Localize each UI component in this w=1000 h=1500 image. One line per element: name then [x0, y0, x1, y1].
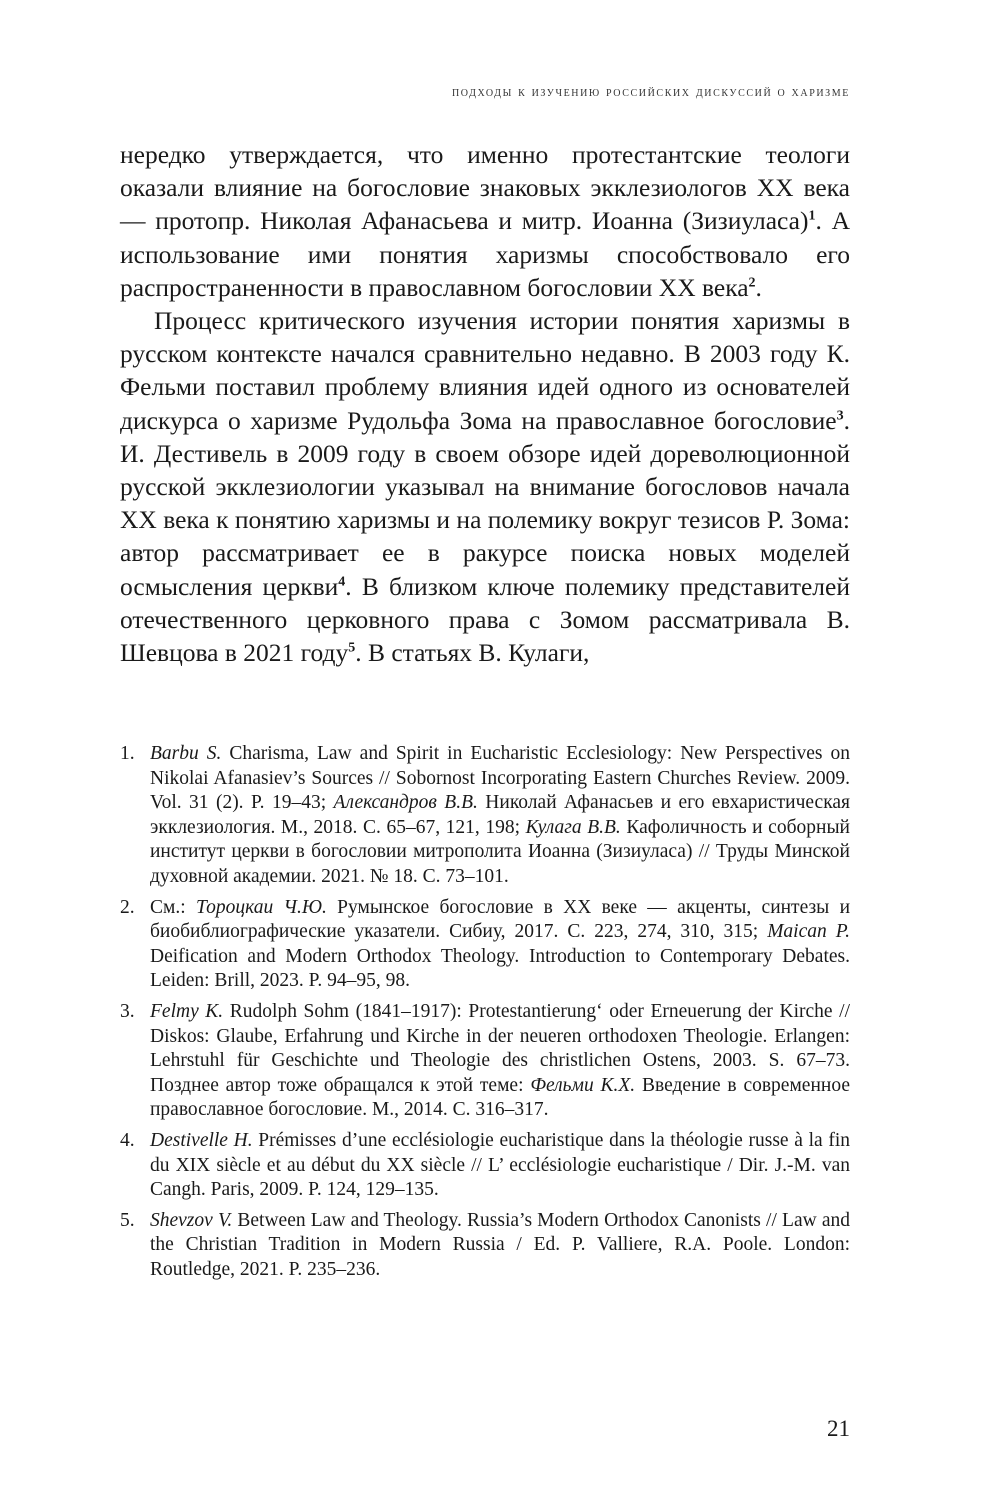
citation: Rudolph Sohm (1841–1917): Protestantierung‘ oder Erneuerung der Kirche // Diskos: Glaube, Erfahrung und Kirche in der neueren orthodoxen Theologie. Erlangen: Lehrstuhl für Geschichte und Theologie des christlichen Ostens, 2003. S. 67–73. Позднее автор тоже обращался к этой теме:	[150, 1000, 850, 1096]
citation: Введение в современное православное богословие. М., 2014. С. 316–317.	[150, 1074, 850, 1121]
author: Фельми К.Х.	[530, 1074, 636, 1096]
page-number: 21	[827, 1416, 850, 1441]
footnote-ref-3[interactable]: 3	[836, 408, 844, 424]
footnote-ref-1[interactable]: 1	[808, 208, 816, 224]
footnote-ref-2[interactable]: 2	[748, 275, 756, 291]
footnote-text	[150, 896, 850, 994]
footnotes	[120, 742, 850, 1288]
footnote-2	[120, 896, 850, 994]
footnote-3	[120, 1000, 850, 1123]
author: Кулага В.В.	[525, 816, 621, 838]
footnote-number: 1.	[120, 743, 135, 764]
author: Shevzov V.	[150, 1209, 233, 1231]
citation: Румынское богословие в XX веке — акценты, синтезы и биобиблиографические указатели. Сибиу, 2017. С. 223, 274, 310, 315;	[150, 896, 851, 943]
footnote-ref-5[interactable]: 5	[348, 640, 356, 656]
paragraph-2	[120, 304, 850, 669]
footnote-ref-4[interactable]: 4	[338, 574, 346, 590]
author: Тороцкаи Ч.Ю.	[195, 896, 327, 918]
paragraph-2-text-4: . В статьях В. Кулаги,	[355, 638, 590, 668]
author: Barbu S.	[150, 743, 222, 764]
citation: Deification and Modern Orthodox Theology. Introduction to Contemporary Debates. Leiden: Brill, 2023. P. 94–95, 98.	[150, 945, 850, 992]
running-head: подходы к изучению российских дискуссий о харизме	[451, 84, 850, 100]
author: Maican P.	[767, 921, 851, 943]
citation: Кафоличность и соборный институт церкви в богословии митрополита Иоанна (Зизиуласа) // Труды Минской духовной академии. 2021. № 18. С. 73–101.	[150, 816, 850, 887]
footnote-number: 4.	[120, 1129, 135, 1151]
footnote-number: 2.	[120, 896, 135, 918]
footnote-5	[120, 1209, 850, 1283]
footnote-text	[150, 742, 850, 890]
author: Felmy K.	[150, 1000, 224, 1022]
footnote-number: 5.	[120, 1209, 135, 1231]
footnote-1	[120, 742, 850, 890]
footnote-text	[150, 1129, 850, 1203]
footnote-text	[150, 1000, 850, 1123]
citation: Between Law and Theology. Russia’s Modern Orthodox Canonists // Law and the Christian Tradition in Modern Russia / Ed. P. Valliere, R.A. Poole. London: Routledge, 2021. P. 235–236.	[150, 1209, 850, 1280]
paragraph-1-text-3: .	[755, 272, 762, 302]
citation: Charisma, Law and Spirit in Eucharistic Ecclesiology: New Perspectives on Nikolai Afanasiev’s Sources // Sobornost Incorporating Eastern Churches Review. 2009. Vol. 31 (2). P. 19–43;	[150, 743, 851, 814]
paragraph-1-text-1: нередко утверждается, что именно протестантские теологи оказали влияние на богословие знаковых экклезиологов XX века — протопр. Николая Афанасьева и митр. Иоанна (Зизиуласа)	[120, 140, 850, 236]
author: Destivelle H.	[150, 1129, 253, 1151]
citation: Prémisses d’une ecclésiologie eucharistique dans la théologie russe à la fin du XIX siècle et au début du XX siècle // L’ ecclésiologie eucharistique / Dir. J.-M. van Cangh. Paris, 2009. P. 124, 129–135.	[150, 1129, 850, 1201]
paragraph-1-text-2: . А использование ими понятия харизмы способствовало его распространенности в православном богословии XX века	[120, 206, 850, 302]
footnote-4	[120, 1129, 850, 1203]
footnote-text	[150, 1209, 850, 1283]
paragraph-2-text-2: . И. Дестивель в 2009 году в своем обзоре идей дореволюционной русской экклезиологии указывал на внимание богословов начала XX века к понятию харизмы и на полемику вокруг тезисов Р. Зома: автор рассматривает ее в ракурсе поиска новых моделей осмысления церкви	[120, 405, 850, 601]
paragraph-2-text-1: Процесс критического изучения истории понятия харизмы в русском контексте начался сравнительно недавно. В 2003 году К. Фельми поставил проблему влияния идей одного из основателей дискурса о харизме Рудольфа Зома на православное богословие	[120, 306, 850, 435]
author: Александров В.В.	[333, 792, 478, 814]
citation: Николай Афанасьев и его евхаристическая экклезиология. М., 2018. С. 65–67, 121, 198;	[150, 792, 850, 838]
citation: См.:	[150, 896, 196, 918]
paragraph-1	[120, 138, 850, 304]
footnote-number: 3.	[120, 1000, 135, 1022]
main-text	[120, 138, 850, 669]
paragraph-2-text-3: . В близком ключе полемику представителей отечественного церковного права с Зомом рассматривала В. Шевцова в 2021 году	[120, 571, 850, 668]
